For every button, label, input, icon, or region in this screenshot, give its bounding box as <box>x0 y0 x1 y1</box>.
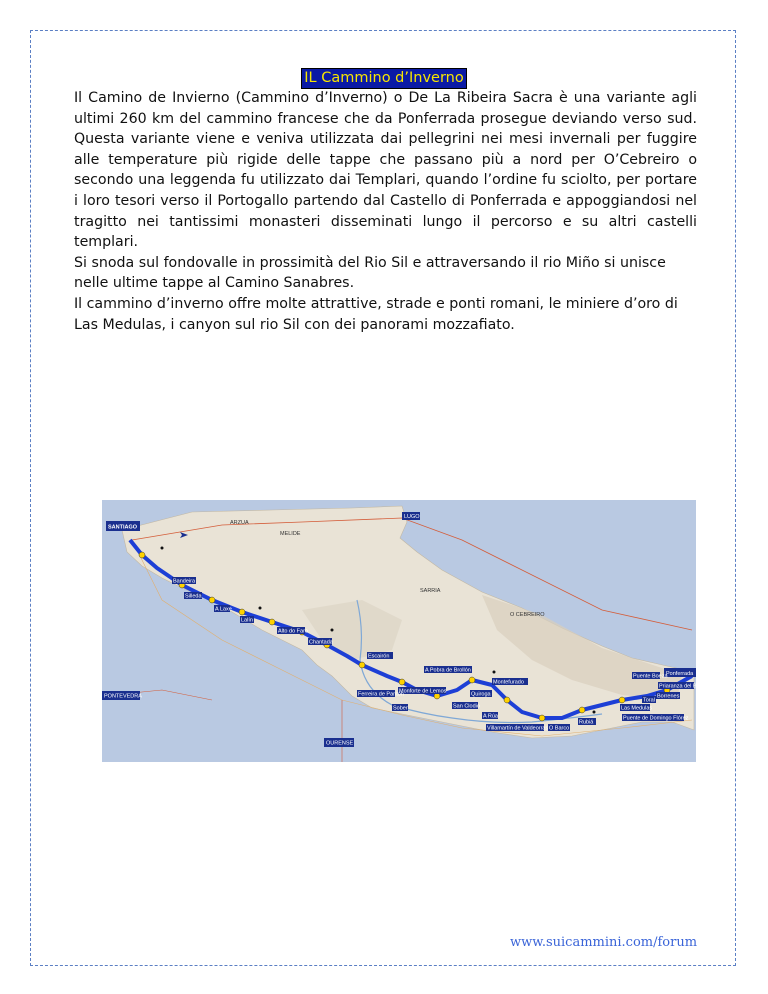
page-title: IL Cammino d’Inverno <box>301 68 466 89</box>
city-santiago <box>106 521 140 531</box>
route-marker <box>139 552 145 558</box>
route-marker <box>619 697 625 703</box>
title-container <box>0 67 768 89</box>
paragraph-route: Si snoda sul fondovalle in prossimità del Rio Sil e attraversando il rio Miño si unisce nelle ultime tappe al Camino Sanabres. <box>74 254 666 292</box>
route-marker <box>579 707 585 713</box>
stage-label: Escairón <box>368 653 390 660</box>
stage-label: Puente de Domingo Flórez <box>623 715 689 722</box>
pilgrim-icon <box>161 547 164 550</box>
stage-label: Monforte de Lemos <box>399 688 447 695</box>
stage-label: Alto do Faro <box>278 628 308 635</box>
city-label-melide: MELIDE <box>280 531 301 537</box>
pilgrim-icon <box>593 711 596 714</box>
stage-label: Priaranza del Bierzo <box>659 683 709 690</box>
route-marker <box>469 677 475 683</box>
city-pontevedra <box>102 691 142 700</box>
stage-label: Quiroga <box>471 691 491 698</box>
route-marker <box>399 679 405 685</box>
stage-label: Bandeira <box>173 578 196 585</box>
city-label-pontevedra: PONTEVEDRA <box>104 693 142 700</box>
pilgrim-icon <box>493 671 496 674</box>
stage-label: Montefurado <box>493 679 524 686</box>
city-label-arzua: ARZUA <box>230 520 249 526</box>
body-text <box>74 88 697 335</box>
stage-label: Lalín <box>241 617 253 624</box>
stage-label: Chantada <box>309 639 333 646</box>
paragraph-intro: Il Camino de Invierno (Cammino d’Inverno) o De La Ribeira Sacra è una variante agli ultimi 260 km del cammino francese che da Ponferrada prosegue deviando verso sud. Questa variante viene e veniva utilizzata dai pellegrini nei mesi invernali per fuggire alle temperature più rigide delle tappe che passano più a nord per O’Cebreiro o secondo una leggenda fu utilizzato dai Templari, quando l’ordine fu sciolto, per portare i loro tesori verso il Portogallo partendo dal Castello di Ponferrada e appoggiandosi nel tragitto nei tantissimi monasteri disseminati lungo il percorso e su altri castelli templari. <box>74 90 697 251</box>
city-ourense <box>324 738 354 747</box>
city-label-lugo: LUGO <box>404 514 420 520</box>
stage-label: A Rúa <box>483 713 498 720</box>
route-marker <box>209 597 215 603</box>
city-label-santiago: SANTIAGO <box>108 524 138 531</box>
pilgrim-icon <box>259 607 262 610</box>
stage-label: San Clodio <box>453 703 480 710</box>
stage-label: Borrenes <box>657 693 680 700</box>
city-label-cebreiro: O CEBREIRO <box>510 612 545 618</box>
route-marker <box>269 619 275 625</box>
stage-label: Rubiá <box>579 719 594 726</box>
stage-label: Toral <box>643 697 655 704</box>
stage-label: Ferreira de Pantón <box>358 691 404 698</box>
route-marker <box>359 662 365 668</box>
paragraph-attractions: Il cammino d’inverno offre molte attrattive, strade e ponti romani, le miniere d’oro di Las Medulas, i canyon sul rio Sil con dei panorami mozzafiato. <box>74 295 678 333</box>
stage-label: O Barco <box>549 725 570 732</box>
city-label-ponferrada: Ponferrada <box>666 671 694 677</box>
pilgrim-icon <box>331 629 334 632</box>
city-label-sarria: SARRIA <box>420 588 441 594</box>
footer-link[interactable]: www.suicammini.com/forum <box>510 935 698 950</box>
stage-label: Silleda <box>185 593 202 600</box>
route-map <box>102 500 709 762</box>
route-marker <box>239 609 245 615</box>
route-marker <box>539 715 545 721</box>
stage-label: Puente Boeza <box>633 673 668 680</box>
route-map-svg <box>102 500 709 762</box>
stage-label: Las Medulas <box>621 705 653 712</box>
stage-label: Villamartín de Valdeorras <box>487 725 549 732</box>
stage-label: Sober <box>393 705 408 712</box>
city-lugo <box>402 512 420 520</box>
stage-label: A Pobra de Brollón <box>425 667 471 674</box>
route-marker <box>504 697 510 703</box>
city-ponferrada <box>664 668 696 677</box>
city-label-ourense: OURENSE <box>326 740 354 747</box>
stage-label: A Laxe <box>215 606 232 613</box>
